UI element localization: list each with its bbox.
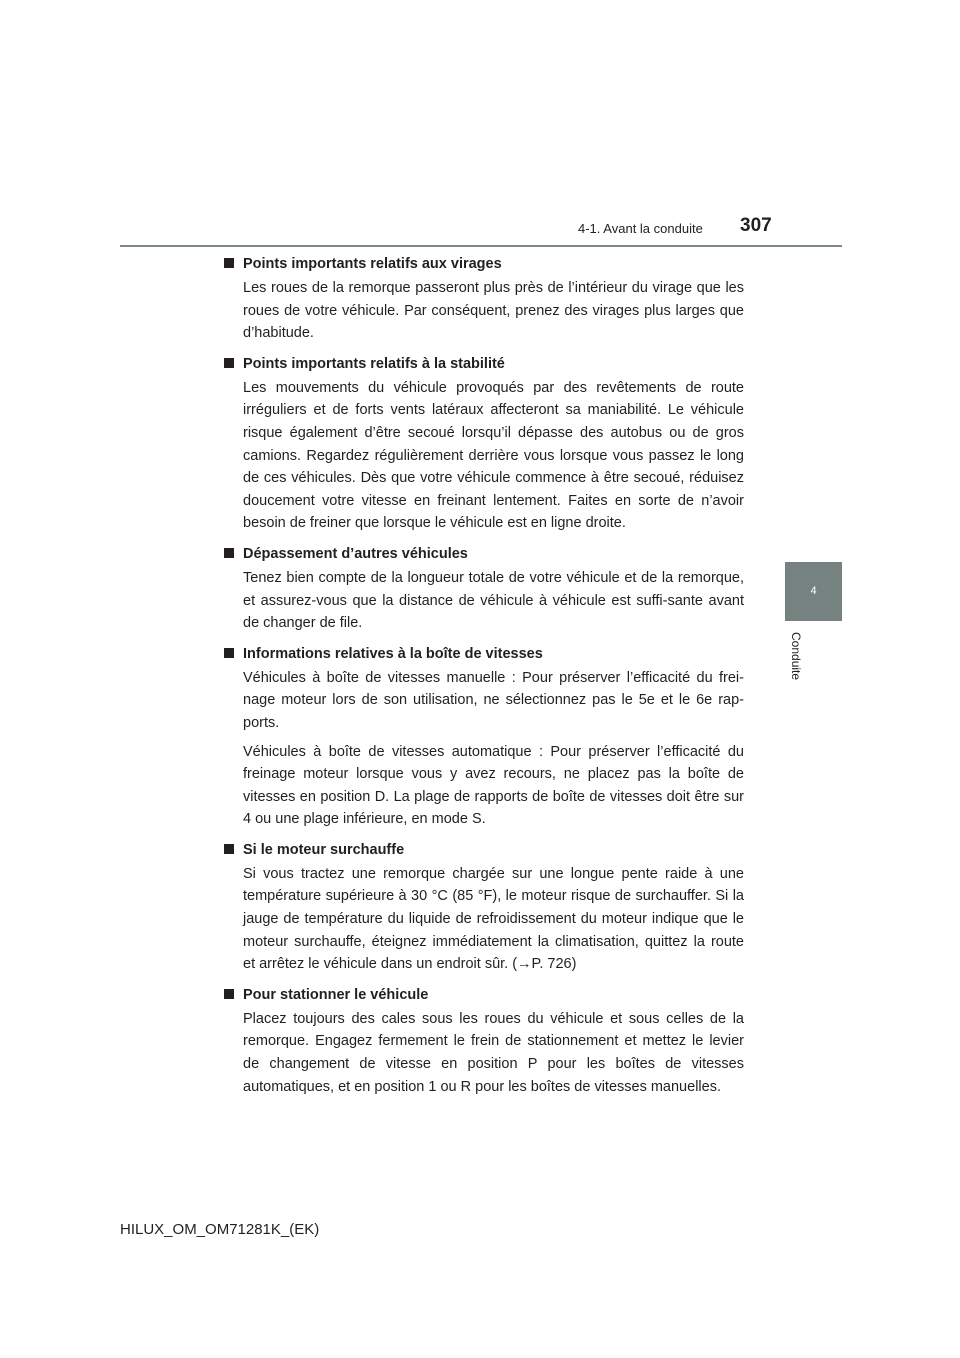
document-id: HILUX_OM_OM71281K_(EK) bbox=[120, 1221, 320, 1238]
section-boite-vitesses bbox=[224, 643, 744, 831]
square-bullet-icon bbox=[224, 548, 234, 558]
header-divider bbox=[120, 245, 842, 247]
section-heading bbox=[224, 984, 744, 1006]
section-paragraph: Si vous tractez une remorque chargée sur une longue pente raide à une température supérieure à 30 °C (85 °F), le moteur risque de surchauffer. Si la jauge de température du liquide de refroidissement du moteur indique que le moteur surchauffe, éteignez immédiatement la climatisation, quittez la route et arrêtez le véhicule dans un endroit sûr. (→P. 726) bbox=[243, 865, 744, 973]
square-bullet-icon bbox=[224, 648, 234, 658]
section-header: 4-1. Avant la conduite bbox=[578, 221, 703, 236]
section-virages bbox=[224, 253, 744, 345]
section-heading bbox=[224, 353, 744, 375]
section-stationner bbox=[224, 984, 744, 1098]
section-paragraph: Tenez bien compte de la longueur totale de votre véhicule et de la remorque, et assurez-vous que la distance de véhicule à véhicule est suffi-sante avant de changer de file. bbox=[243, 569, 744, 632]
section-heading-text: Si le moteur surchauffe bbox=[243, 841, 405, 858]
section-paragraph: Les roues de la remorque passeront plus près de l’intérieur du virage que les roues de votre véhicule. Par conséquent, prenez des virages plus larges que d’habitude. bbox=[243, 280, 744, 342]
section-heading-text: Pour stationner le véhicule bbox=[243, 986, 429, 1003]
section-paragraph: Véhicules à boîte de vitesses automatique : Pour préserver l’efficacité du freinage moteur lorsque vous y avez recours, ne placez pas la boîte de vitesses en position D. La plage de rapports de boîte de vitesses doit être sur 4 ou une plage inférieure, en mode S. bbox=[243, 743, 744, 828]
section-heading bbox=[224, 643, 744, 665]
section-depassement bbox=[224, 543, 744, 635]
square-bullet-icon bbox=[224, 258, 234, 268]
section-paragraph: Placez toujours des cales sous les roues du véhicule et sous celles de la remorque. Engagez fermement le frein de stationnement et mettez le levier de changement de vitesse en position P pour les boîtes de vitesses automatiques, et en position 1 ou R pour les boîtes de vitesses manuelles. bbox=[243, 1010, 744, 1095]
section-heading-text: Points importants relatifs aux virages bbox=[243, 256, 502, 272]
section-stabilite bbox=[224, 353, 744, 535]
page-content bbox=[224, 253, 744, 1106]
chapter-tab bbox=[785, 562, 842, 621]
section-heading-text: Points importants relatifs à la stabilité bbox=[243, 355, 505, 372]
section-heading-text: Dépassement d’autres véhicules bbox=[243, 545, 468, 562]
square-bullet-icon bbox=[224, 989, 234, 999]
chapter-number: 4 bbox=[810, 585, 817, 597]
section-surchauffe bbox=[224, 839, 744, 976]
square-bullet-icon bbox=[224, 358, 234, 368]
chapter-label: Conduite bbox=[789, 632, 803, 681]
section-heading bbox=[224, 253, 744, 275]
section-heading bbox=[224, 839, 744, 861]
square-bullet-icon bbox=[224, 844, 234, 854]
section-heading-text: Informations relatives à la boîte de vitesses bbox=[243, 645, 543, 662]
section-heading bbox=[224, 543, 744, 565]
section-paragraph: Les mouvements du véhicule provoqués par des revêtements de route irréguliers et de forts vents latéraux affecteront sa maniabilité. Le véhicule risque également d’être secoué lorsqu’il dépasse des autobus ou de gros camions. Regardez régulièrement derrière vous lorsque vous passez le long de ces véhicules. Dès que votre véhicule commence à être secoué, réduisez doucement votre vitesse en freinant lentement. Faites en sorte de n’avoir besoin de freiner que lorsque le véhicule est en ligne droite. bbox=[243, 379, 744, 532]
section-paragraph: Véhicules à boîte de vitesses manuelle : Pour préserver l’efficacité du frei-nage moteur lors de son utilisation, ne sélectionnez pas le 5e et le 6e rap-ports. bbox=[243, 669, 744, 731]
page-number: 307 bbox=[740, 215, 772, 236]
